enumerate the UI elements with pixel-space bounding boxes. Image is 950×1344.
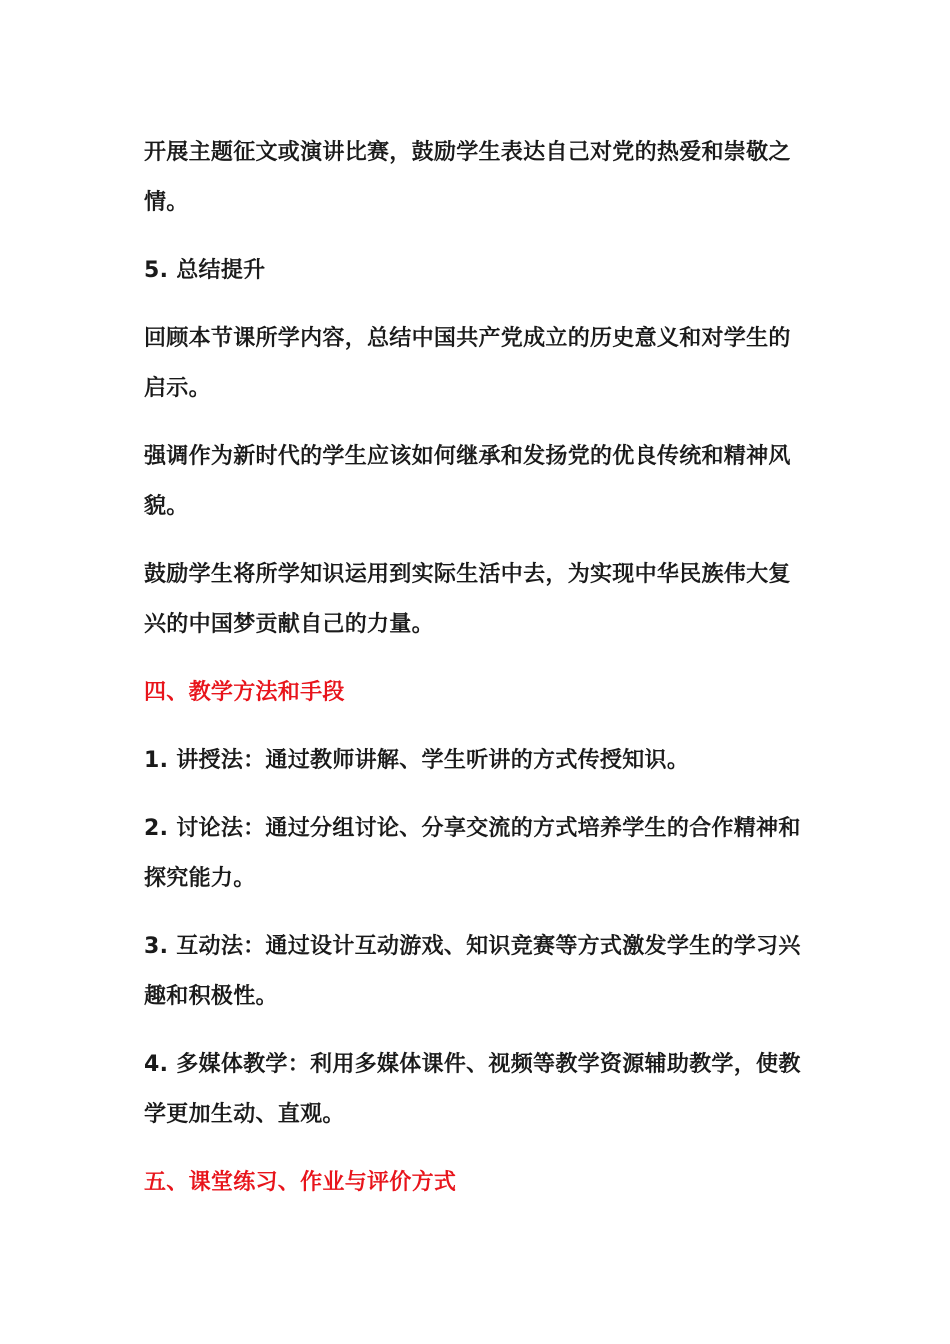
method-multimedia: 4. 多媒体教学：利用多媒体课件、视频等教学资源辅助教学，使教学更加生动、直观。 <box>144 1052 801 1127</box>
paragraph-essay-contest: 开展主题征文或演讲比赛，鼓励学生表达自己对党的热爱和崇敬之情。 <box>144 140 791 215</box>
document-content <box>144 128 804 1226</box>
method-discussion: 2. 讨论法：通过分组讨论、分享交流的方式培养学生的合作精神和探究能力。 <box>144 816 801 891</box>
paragraph-encourage: 鼓励学生将所学知识运用到实际生活中去，为实现中华民族伟大复兴的中国梦贡献自己的力量。 <box>144 562 791 637</box>
method-lecture: 1. 讲授法：通过教师讲解、学生听讲的方式传授知识。 <box>144 748 690 773</box>
section-heading-methods: 四、教学方法和手段 <box>144 680 345 705</box>
subheading-summary: 5. 总结提升 <box>144 258 266 283</box>
paragraph-emphasize: 强调作为新时代的学生应该如何继承和发扬党的优良传统和精神风貌。 <box>144 444 791 519</box>
paragraph-review: 回顾本节课所学内容，总结中国共产党成立的历史意义和对学生的启示。 <box>144 326 791 401</box>
method-interactive: 3. 互动法：通过设计互动游戏、知识竞赛等方式激发学生的学习兴趣和积极性。 <box>144 934 801 1009</box>
section-heading-exercises: 五、课堂练习、作业与评价方式 <box>144 1170 457 1195</box>
